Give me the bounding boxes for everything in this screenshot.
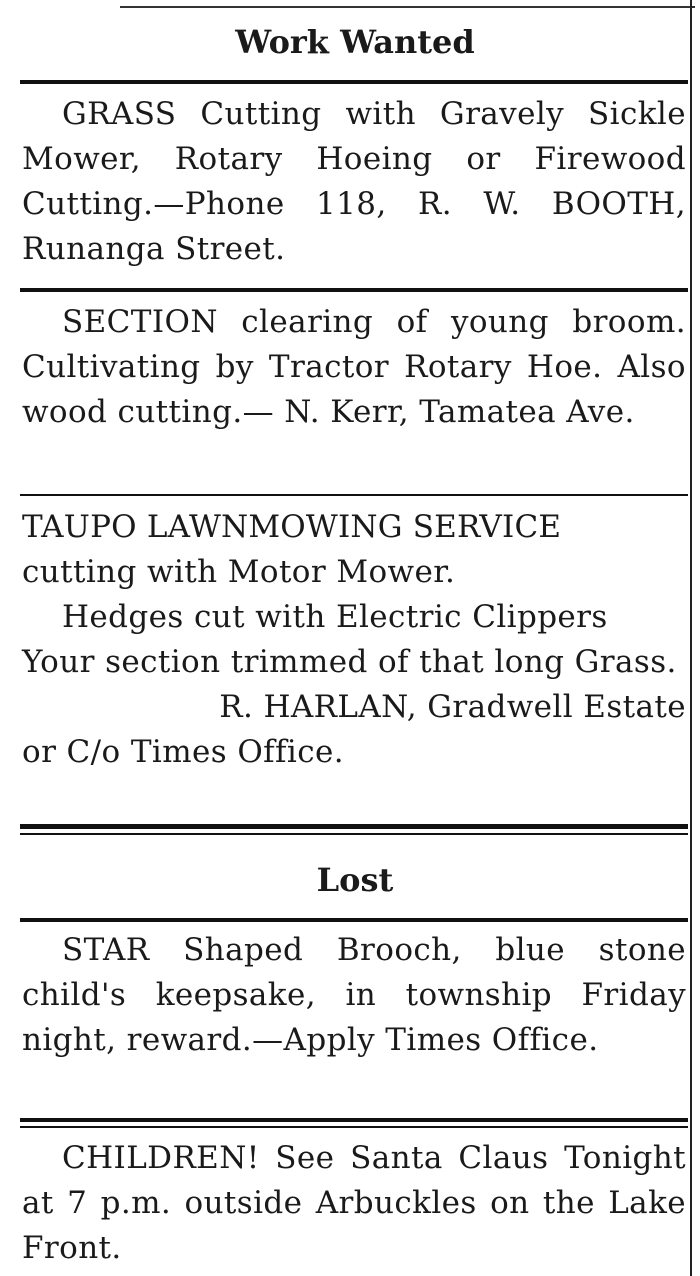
ad-text: GRASS Cutting with Gravely Sickle Mower, Rotary Hoeing or Firewood Cutting.—Phone 118, R. W. BOOTH, Runanga Street.	[22, 96, 686, 267]
ad-signature: R. HARLAN, Gradwell Estate	[219, 689, 686, 725]
ad-line: Hedges cut with Electric Clippers	[62, 599, 608, 635]
section-break-rule	[20, 833, 688, 835]
ad-grass-cutting	[22, 92, 686, 272]
ad-line: Your section trimmed of that long Grass.	[22, 644, 677, 680]
ad-line: or C/o Times Office.	[22, 734, 344, 770]
ad-line: cutting with Motor Mower.	[22, 554, 456, 590]
ad-line: TAUPO LAWNMOWING SERVICE	[22, 509, 562, 545]
top-border	[120, 6, 695, 8]
ad-lawnmowing-service	[22, 505, 686, 775]
ad-separator-rule	[20, 494, 688, 496]
ad-section-clearing	[22, 300, 686, 435]
right-border	[690, 0, 692, 1276]
notice-text: CHILDREN! See Santa Claus Tonight at 7 p.m. outside Arbuckles on the Lake Front.	[22, 1140, 686, 1266]
ad-separator-rule	[20, 288, 688, 292]
section-break-rule	[20, 1126, 688, 1128]
heading-rule	[20, 80, 688, 84]
notice-santa-claus	[22, 1136, 686, 1271]
section-break-rule	[20, 824, 688, 829]
ad-text: SECTION clearing of young broom. Cultivating by Tractor Rotary Hoe. Also wood cutting.— N. Kerr, Tamatea Ave.	[22, 304, 686, 430]
lost-heading: Lost	[316, 861, 394, 899]
heading-rule	[20, 918, 688, 922]
work-wanted-heading: Work Wanted	[235, 23, 475, 61]
ad-text: STAR Shaped Brooch, blue stone child's keepsake, in township Friday night, reward.—Apply Times Office.	[22, 932, 686, 1058]
section-break-rule	[20, 1118, 688, 1122]
ad-lost-brooch	[22, 928, 686, 1063]
